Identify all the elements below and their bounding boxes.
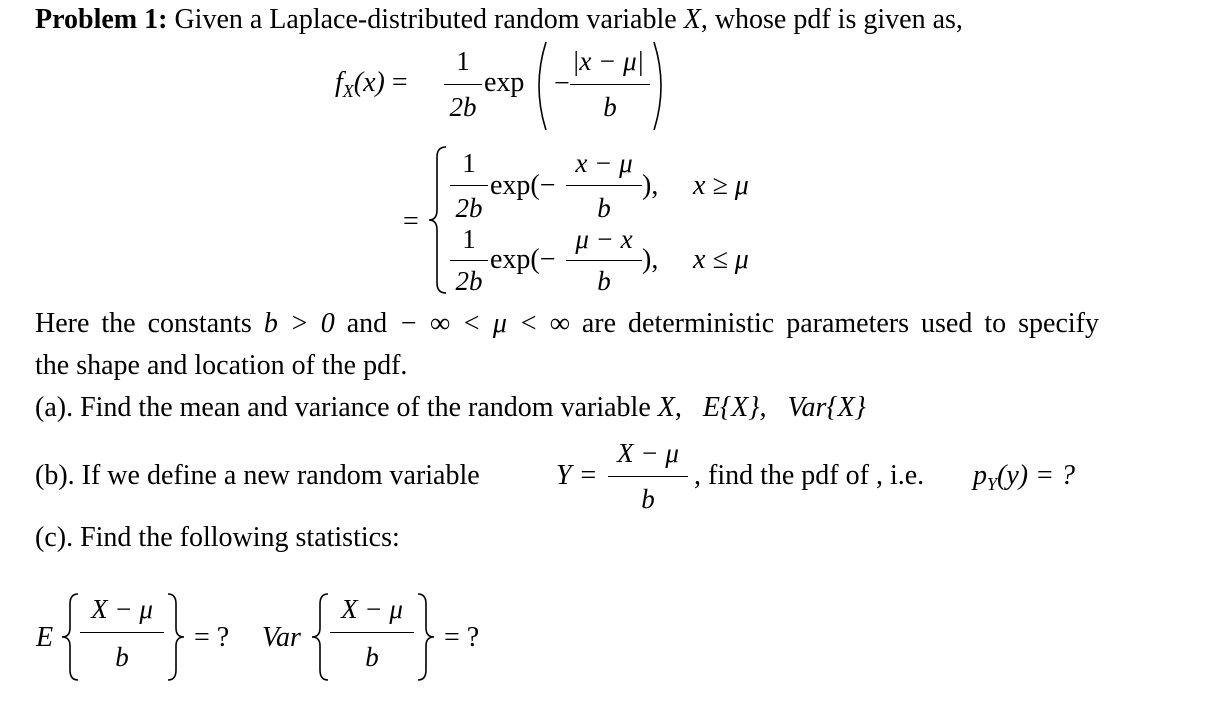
problem-intro: Given a Laplace-distributed random variable [174,4,677,35]
case1-num: x − μ [575,148,633,178]
problem-label: Problem 1: [35,4,168,35]
stat-var-left-brace [310,592,330,682]
pdf-f: f [335,67,343,98]
stat-e-result: = ? [194,622,230,653]
case2-close: ), [642,244,659,275]
part-b-pdf-arg: (y) = ? [997,460,1075,491]
case1-coef-bar [450,185,488,186]
constants-paragraph [35,310,1099,338]
case1-coef-den: 2b [455,193,483,223]
case1-close: ), [642,170,659,201]
stat-var-right-brace [416,592,436,682]
pdf-arg: (x) [353,67,385,98]
stat-e-den: b [115,642,129,672]
piecewise-equals: = [403,206,419,237]
case2-coef-num: 1 [462,224,476,254]
part-b-bar [608,476,688,477]
case2-func: exp(− [490,244,556,275]
para-math2: − ∞ < μ < ∞ [399,308,570,339]
part-a-var: X [657,392,675,423]
problem-intro-tail: , whose pdf is given as, [700,4,963,35]
case1-coef-num: 1 [462,148,476,178]
para-math1: b > 0 [263,308,335,339]
pdf-exp: exp [484,67,525,98]
stat-e-label: E [36,622,54,653]
part-b-pdf-p: p [973,460,987,491]
pdf-left-paren [532,40,548,132]
case2-num: μ − x [575,224,633,254]
part-b-text: (b). If we define a new random variable [35,460,480,491]
part-b-lhs: Y = [556,460,598,491]
part-a-variance: Var{X} [787,392,866,423]
stat-var-result: = ? [444,622,480,653]
part-c-text: (c). Find the following statistics: [35,522,400,553]
para-line2: the shape and location of the pdf. [35,350,408,381]
stat-e-bar [80,632,164,633]
part-b-pdf [973,462,1075,493]
stat-var-bar [330,632,414,633]
case2-coef-den: 2b [455,266,483,296]
part-b-num: X − μ [617,438,679,468]
case2-coef-bar [450,260,488,261]
pdf-minus: − [554,68,570,99]
pdf-coef-den: 2b [449,92,477,122]
stat-var-num: X − μ [341,594,403,624]
part-a-sep: , [674,392,682,423]
part-a-text: (a). Find the mean and variance of the random variable [35,392,651,423]
para-text2: and [346,308,388,339]
pdf-sub: X [342,81,354,101]
problem-var: X [683,4,701,35]
part-b-tail: , find the pdf of , i.e. [694,460,925,491]
pdf-right-paren [652,40,668,132]
part-a [35,394,866,422]
case1-cond: x ≥ μ [693,170,749,201]
stat-e-num: X − μ [91,594,153,624]
case1-func: exp(− [490,170,556,201]
pdf-exp-den: b [603,92,617,122]
problem-statement [35,6,963,34]
pdf-lhs [335,69,408,100]
pdf-coef-num: 1 [456,46,470,76]
part-a-expect: E{X}, [702,392,767,423]
case1-den: b [597,193,611,223]
pdf-exp-bar [570,84,650,85]
case2-cond: x ≤ μ [693,244,749,275]
part-b-den: b [641,484,655,514]
piecewise-brace [428,145,448,295]
case2-bar [566,260,642,261]
para-text3: are deterministic parameters used to specify [581,308,1099,339]
stat-var-label: Var [262,622,301,653]
case2-den: b [597,266,611,296]
part-b-pdf-sub: Y [987,474,998,494]
case1-bar [566,185,642,186]
para-text1: Here the constants [35,308,252,339]
stat-e-right-brace [166,592,186,682]
stat-var-den: b [365,642,379,672]
pdf-equals: = [391,67,408,98]
stat-e-left-brace [60,592,80,682]
pdf-exp-num: |x − μ| [571,46,645,76]
pdf-coef-bar [444,84,482,85]
